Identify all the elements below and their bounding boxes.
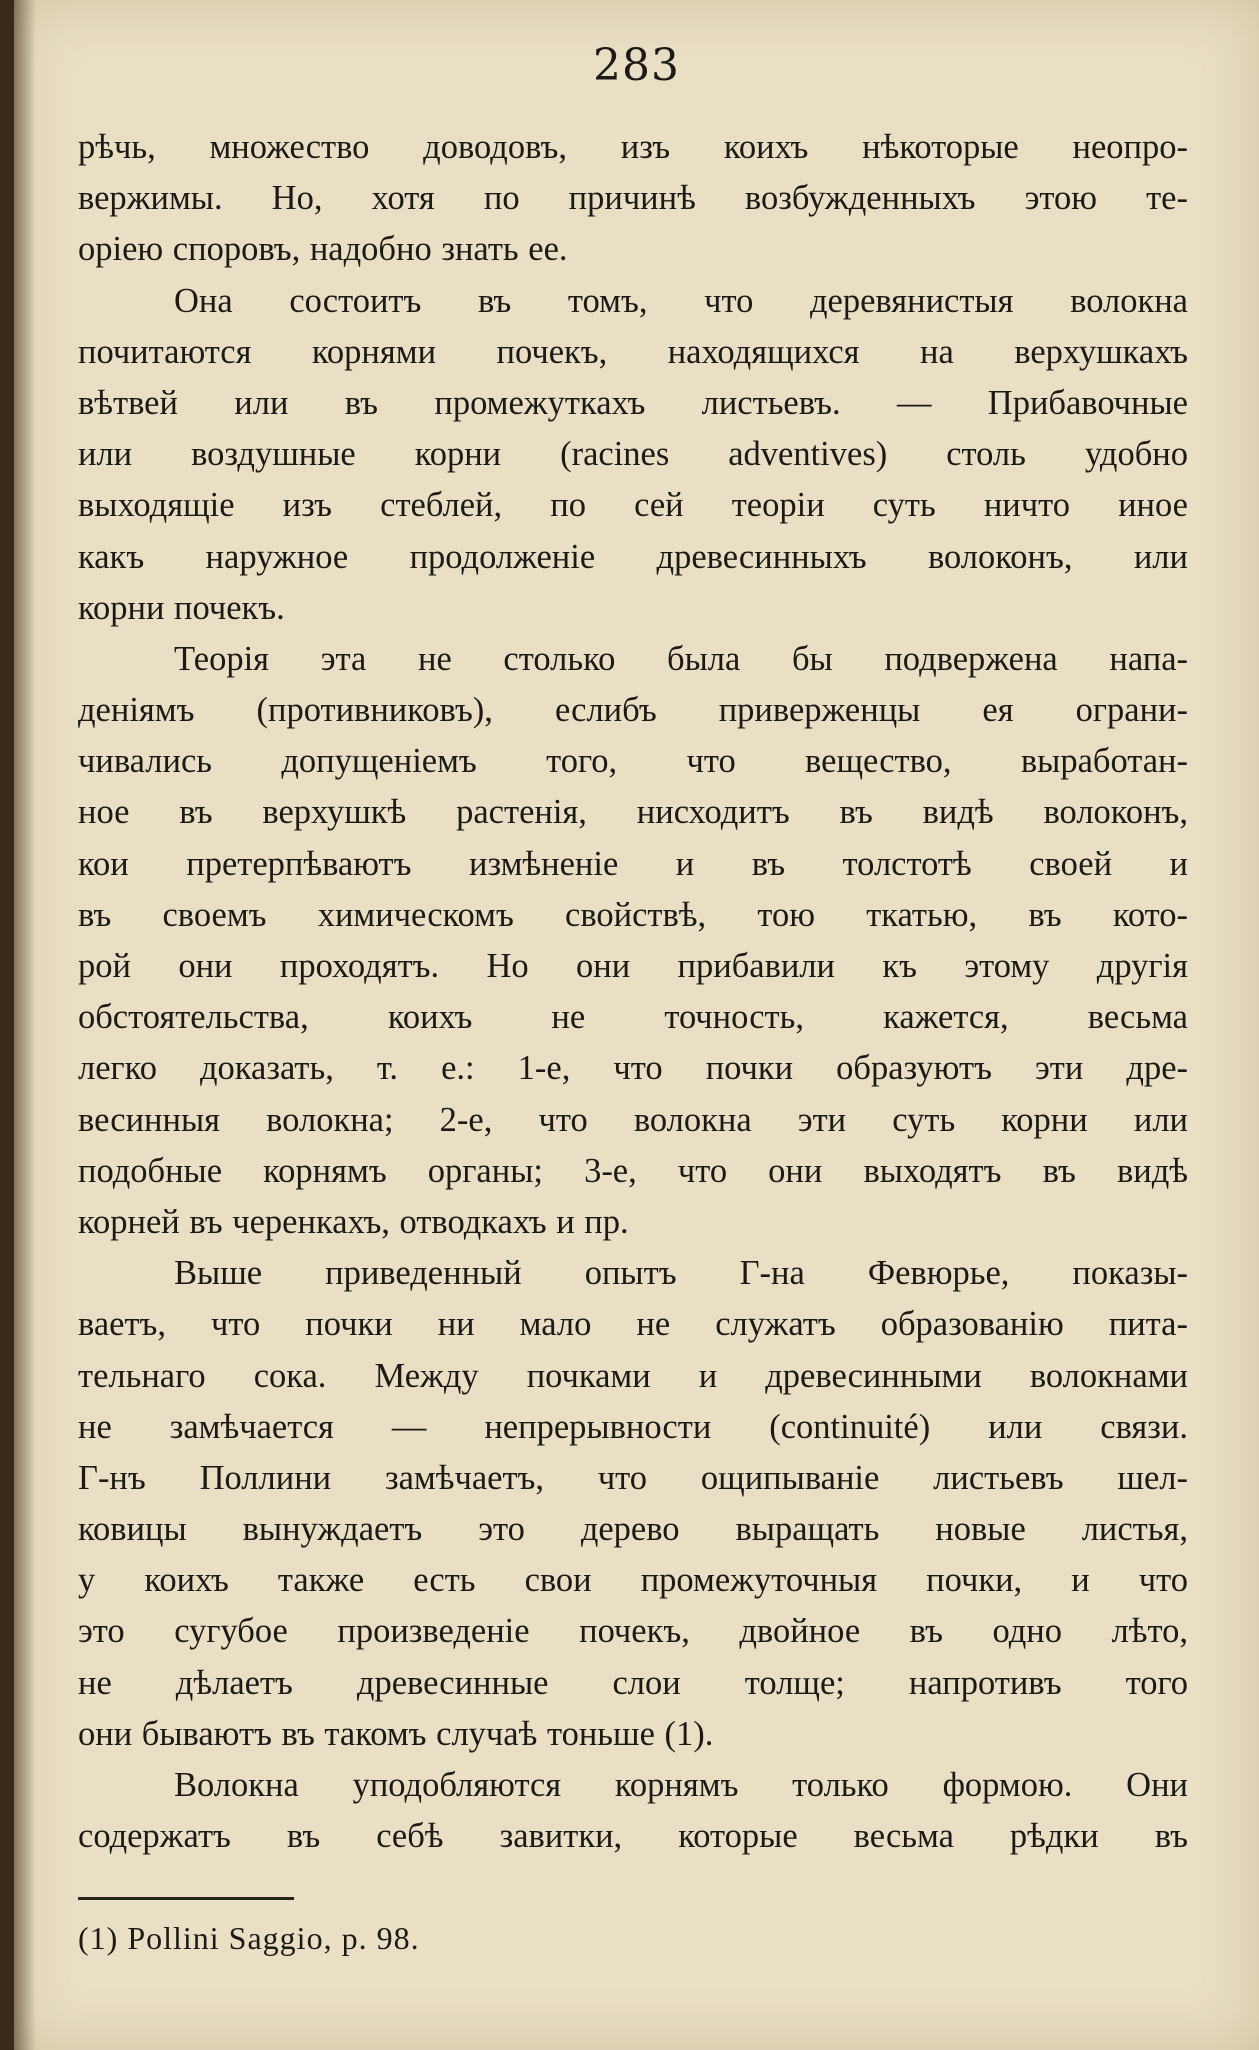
- text-line: вержимы. Но, хотя по причинѣ возбужденныхъ этою те-: [78, 179, 1188, 218]
- text-line: Г-нъ Поллини замѣчаетъ, что ощипываніе листьевъ шел-: [78, 1458, 1188, 1497]
- text-line: весинныя волокна; 2-е, что волокна эти суть корни или: [78, 1100, 1188, 1139]
- text-line: это сугубое произведеніе почекъ, двойное въ одно лѣто,: [78, 1612, 1188, 1651]
- text-line: тельнаго сока. Между почками и древесинными волокнами: [78, 1356, 1188, 1395]
- text-line: вѣтвей или въ промежуткахъ листьевъ. — Прибавочные: [78, 383, 1188, 422]
- text-line: какъ наружное продолженіе древесинныхъ волоконъ, или: [78, 537, 1188, 576]
- text-line: корней въ черенкахъ, отводкахъ и пр.: [78, 1202, 629, 1241]
- text-line: оріею споровъ, надобно знать ее.: [78, 230, 568, 269]
- text-line: или воздушные корни (racines adventives) столь удобно: [78, 435, 1188, 474]
- text-line: деніямъ (противниковъ), еслибъ приверженцы ея ограни-: [78, 691, 1188, 730]
- text-line: ковицы вынуждаетъ это дерево выращать новые листья,: [78, 1510, 1188, 1549]
- text-line: кои претерпѣваютъ измѣненіе и въ толстотѣ своей и: [78, 844, 1188, 883]
- text-line: содержатъ въ себѣ завитки, которые весьма рѣдки въ: [78, 1817, 1188, 1856]
- text-line: Волокна уподобляются корнямъ только формою. Они: [174, 1766, 1188, 1804]
- text-line: почитаются корнями почекъ, находящихся на верхушкахъ: [78, 332, 1188, 371]
- page-number: 283: [593, 40, 680, 91]
- text-line: у коихъ также есть свои промежуточныя почки, и что: [78, 1561, 1188, 1600]
- text-line: Выше приведенный опытъ Г-на Февюрье, показы-: [174, 1254, 1188, 1293]
- text-line: ное въ верхушкѣ растенія, нисходитъ въ видѣ волоконъ,: [78, 793, 1188, 832]
- text-line: рѣчь, множество доводовъ, изъ коихъ нѣкоторые неопро-: [78, 128, 1188, 166]
- text-line: Теорія эта не столько была бы подвержена напа-: [174, 639, 1188, 678]
- book-page: [14, 0, 1259, 2050]
- text-line: въ своемъ химическомъ свойствѣ, тою ткатью, въ кото-: [78, 895, 1188, 934]
- text-line: не замѣчается — непрерывности (continuité) или связи.: [78, 1407, 1188, 1446]
- text-line: рой они проходятъ. Но они прибавили къ этому другія: [78, 947, 1188, 985]
- body-text: [78, 122, 1188, 1862]
- text-line: не дѣлаетъ древесинные слои толще; напротивъ того: [78, 1663, 1188, 1702]
- spine-shadow: [14, 0, 36, 2050]
- footnote: (1) Pollini Saggio, p. 98.: [78, 1920, 420, 1956]
- footnote-divider: [78, 1897, 294, 1900]
- text-line: корни почекъ.: [78, 588, 285, 627]
- text-line: ваетъ, что почки ни мало не служатъ образованію пита-: [78, 1305, 1188, 1344]
- text-line: чивались допущеніемъ того, что вещество, выработан-: [78, 742, 1188, 781]
- text-line: подобные корнямъ органы; 3-е, что они выходятъ въ видѣ: [78, 1151, 1188, 1190]
- text-line: легко доказать, т. е.: 1-е, что почки образуютъ эти дре-: [78, 1049, 1188, 1088]
- text-line: обстоятельства, коихъ не точность, кажется, весьма: [78, 998, 1188, 1037]
- text-line: Она состоитъ въ томъ, что деревянистыя волокна: [174, 281, 1188, 320]
- text-line: выходящіе изъ стеблей, по сей теоріи суть ничто иное: [78, 486, 1188, 525]
- text-line: они бываютъ въ такомъ случаѣ тоньше (1).: [78, 1714, 714, 1753]
